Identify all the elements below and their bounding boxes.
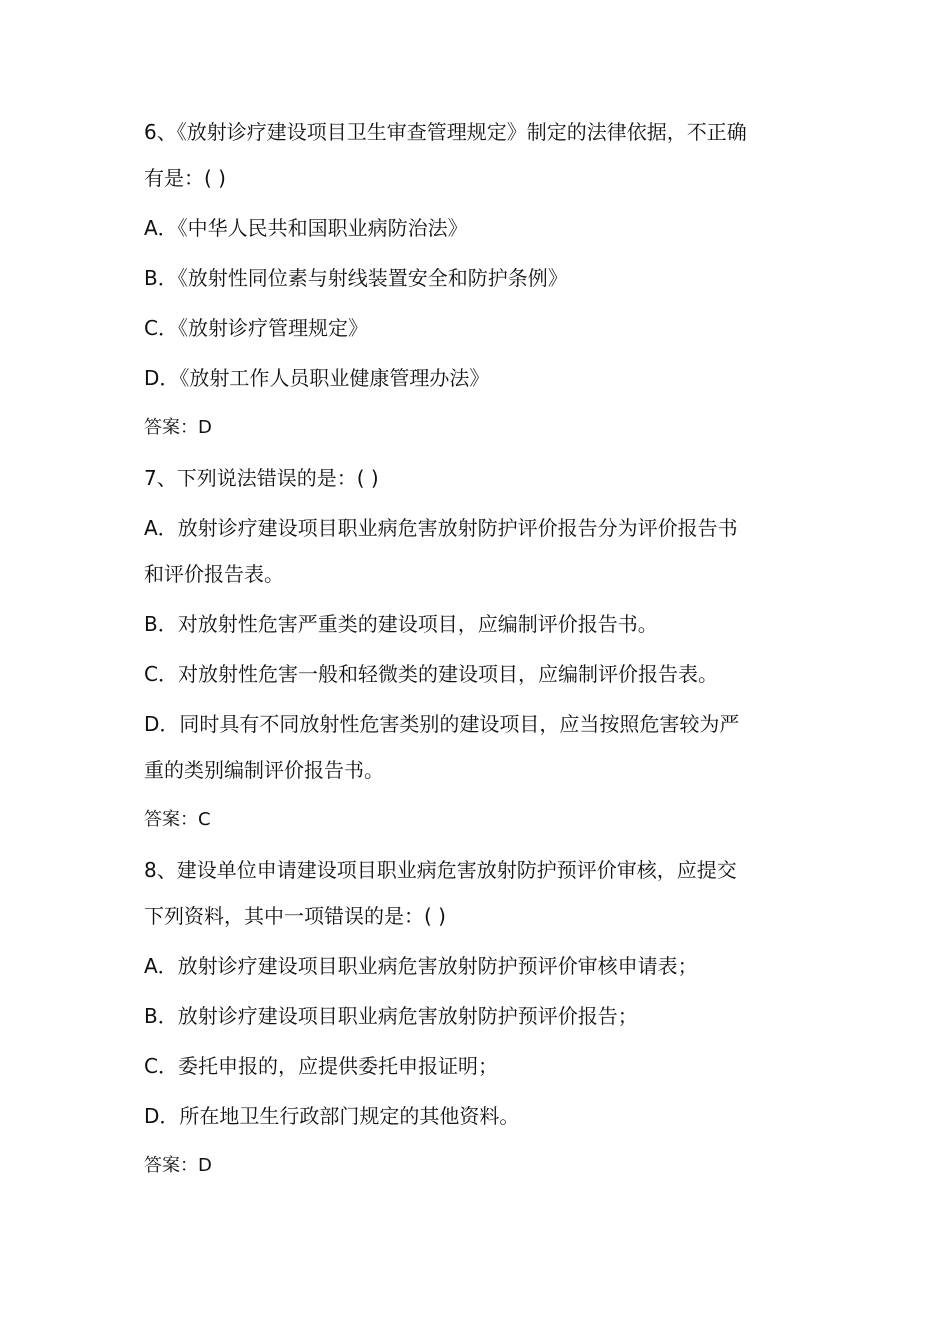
question-title-line: 6、《放射诊疗建设项目卫生审查管理规定》制定的法律依据，不正确 [144,120,747,144]
answer-label: 答案：D [144,417,212,438]
question-title-line: 8、建设单位申请建设项目职业病危害放射防护预评价审核，应提交 [144,858,737,882]
option-d: D．同时具有不同放射性危害类别的建设项目，应当按照危害较为严 [144,712,740,736]
option-a: A．放射诊疗建设项目职业病危害放射防护预评价审核申请表； [144,954,698,978]
option-c: C．对放射性危害一般和轻微类的建设项目，应编制评价报告表。 [144,662,718,686]
option-d: D．所在地卫生行政部门规定的其他资料。 [144,1104,520,1128]
option-c: C．《放射诊疗管理规定》 [144,316,368,340]
option-d-continued: 重的类别编制评价报告书。 [144,758,384,782]
option-d: D．《放射工作人员职业健康管理办法》 [144,366,490,390]
answer-label: 答案：D [144,1155,212,1176]
document-page [144,118,816,1202]
option-a-continued: 和评价报告表。 [144,562,284,586]
option-b: B．对放射性危害严重类的建设项目，应编制评价报告书。 [144,612,658,636]
question-title-line: 7、下列说法错误的是：( ) [144,466,379,490]
question-title-line: 有是：( ) [144,166,226,190]
option-b: B．《放射性同位素与射线装置安全和防护条例》 [144,266,568,290]
option-a: A．放射诊疗建设项目职业病危害放射防护评价报告分为评价报告书 [144,516,738,540]
answer-label: 答案：C [144,809,211,830]
option-c: C．委托申报的，应提供委托申报证明； [144,1054,498,1078]
option-b: B．放射诊疗建设项目职业病危害放射防护预评价报告； [144,1004,638,1028]
question-6 [144,118,816,442]
question-7 [144,464,816,834]
option-a: A．《中华人民共和国职业病防治法》 [144,216,468,240]
question-title-line: 下列资料，其中一项错误的是：( ) [144,904,446,928]
question-8 [144,856,816,1180]
